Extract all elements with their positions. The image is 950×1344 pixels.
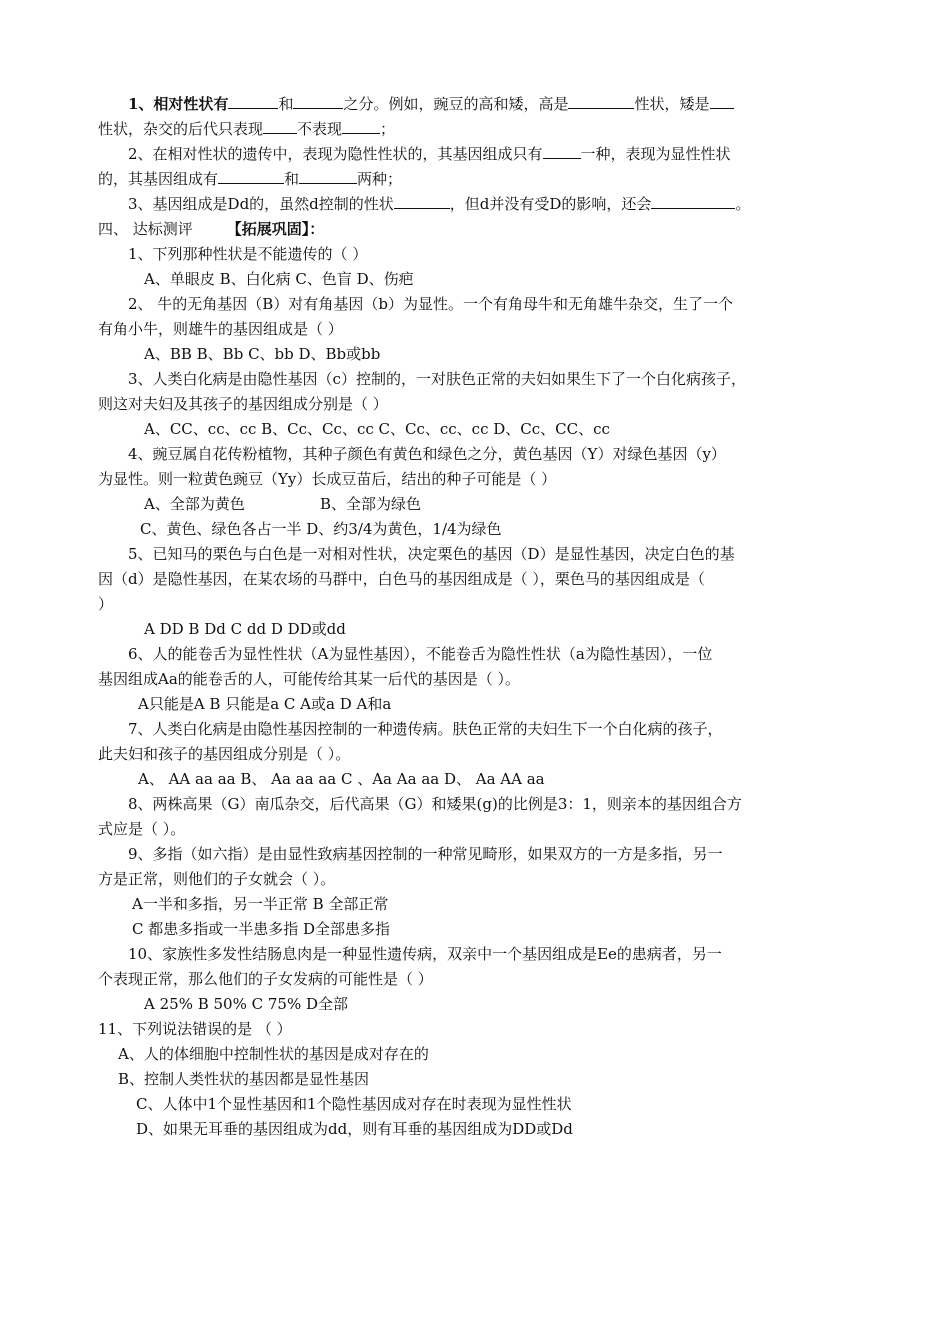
- q4-11-option-b: B、控制人类性状的基因都是显性基因: [118, 1070, 370, 1088]
- blank[interactable]: [228, 94, 278, 109]
- q4-6-line-2: 基因组成Aa的能卷舌的人，可能传给其某一后代的基因是（ ）。: [98, 670, 521, 688]
- q4-9-line-2: 方是正常，则他们的子女就会（ ）。: [98, 870, 336, 888]
- blank[interactable]: [263, 119, 297, 134]
- q4-5-options: A DD B Dd C dd D DD或dd: [144, 620, 346, 638]
- q4-11-stem: 11、下列说法错误的是 （ ）: [98, 1020, 292, 1038]
- q4-4-line-2: 为显性。则一粒黄色豌豆（Yy）长成豆苗后，结出的种子可能是（ ）: [98, 470, 557, 488]
- blank[interactable]: [710, 94, 734, 109]
- q4-11-option-c: C、人体中1个显性基因和1个隐性基因成对存在时表现为显性性状: [136, 1095, 572, 1113]
- q4-5-line-2: 因（d）是隐性基因，在某农场的马群中，白色马的基因组成是（ ），栗色马的基因组成是（: [98, 570, 705, 588]
- q4-4-line-1: 4、豌豆属自花传粉植物，其种子颜色有黄色和绿色之分，黄色基因（Y）对绿色基因（y）: [128, 445, 726, 463]
- q4-10-options: A 25% B 50% C 75% D全部: [144, 995, 348, 1013]
- q4-9-options-ab: A一半和多指，另一半正常 B 全部正常: [132, 895, 389, 913]
- q4-8-line-1: 8、两株高果（G）南瓜杂交，后代高果（G）和矮果(g)的比例是3：1，则亲本的基因组合方: [128, 795, 742, 813]
- q4-6-line-1: 6、人的能卷舌为显性性状（A为显性基因），不能卷舌为隐性性状（a为隐性基因），一位: [128, 645, 713, 663]
- q4-10-line-1: 10、家族性多发性结肠息肉是一种显性遗传病，双亲中一个基因组成是Ee的患病者，另一: [128, 945, 722, 963]
- blank[interactable]: [543, 144, 581, 159]
- q4-1-options: A、单眼皮 B、白化病 C、色盲 D、伤疤: [144, 270, 414, 288]
- q3-2-line-1: 2、在相对性状的遗传中，表现为隐性性状的，其基因组成只有 一种，表现为显性性状: [128, 145, 731, 163]
- q4-2-line-1: 2、 牛的无角基因（B）对有角基因（b）为显性。一个有角母牛和无角雄牛杂交，生了一个: [128, 295, 733, 313]
- blank[interactable]: [568, 94, 634, 109]
- q4-7-line-2: 此夫妇和孩子的基因组成分别是（ ）。: [98, 745, 351, 763]
- q4-2-options: A、BB B、Bb C、bb D、Bb或bb: [144, 345, 381, 363]
- blank[interactable]: [218, 169, 284, 184]
- q4-3-line-2: 则这对夫妇及其孩子的基因组成分别是（ ）: [98, 395, 388, 413]
- section-4-subtitle: 【拓展巩固】：: [226, 220, 325, 238]
- q4-4-option-a: A、全部为黄色: [144, 495, 245, 513]
- q4-5-line-3: ）: [98, 595, 114, 613]
- q4-11-option-d: D、如果无耳垂的基因组成为dd，则有耳垂的基因组成为DD或Dd: [136, 1120, 573, 1138]
- q4-6-options: A只能是A B 只能是a C A或a D A和a: [138, 695, 392, 713]
- q3-2-line-2: 的，其基因组成有 和 两种；: [98, 170, 403, 188]
- q4-4-options-cd: C、黄色、绿色各占一半 D、约3/4为黄色，1/4为绿色: [140, 520, 502, 538]
- section-4-heading: 四、 达标测评 【拓展巩固】：: [98, 220, 325, 238]
- q4-7-options: A、 AA aa aa B、 Aa aa aa C 、Aa Aa aa D、 Aa AA aa: [138, 770, 545, 788]
- q3-1-line-1: 1、相对性状有 和 之分。例如，豌豆的高和矮，高是 性状，矮是: [128, 94, 734, 114]
- q4-1-stem: 1、下列那种性状是不能遗传的（ ）: [128, 245, 368, 263]
- q4-2-line-2: 有角小牛，则雄牛的基因组成是（ ）: [98, 320, 343, 338]
- q4-5-line-1: 5、已知马的栗色与白色是一对相对性状，决定栗色的基因（D）是显性基因，决定白色的基: [128, 545, 735, 563]
- q3-3-line-1: 3、基因组成是Dd的，虽然d控制的性状 ，但d并没有受D的影响，还会 。: [128, 195, 751, 213]
- q4-4-option-b: B、全部为绿色: [320, 495, 422, 513]
- q4-10-line-2: 个表现正常，那么他们的子女发病的可能性是（ ）: [98, 970, 433, 988]
- blank[interactable]: [651, 194, 735, 209]
- q4-9-options-cd: C 都患多指或一半患多指 D全部患多指: [132, 920, 391, 938]
- q4-9-line-1: 9、多指（如六指）是由显性致病基因控制的一种常见畸形，如果双方的一方是多指，另一: [128, 845, 723, 863]
- blank[interactable]: [299, 169, 357, 184]
- blank[interactable]: [342, 119, 380, 134]
- q3-1-line-2: 性状，杂交的后代只表现 不表现 ；: [98, 120, 396, 138]
- q4-3-options: A、CC、cc、cc B、Cc、Cc、cc C、Cc、cc、cc D、Cc、CC、cc: [144, 420, 610, 438]
- q4-7-line-1: 7、人类白化病是由隐性基因控制的一种遗传病。肤色正常的夫妇生下一个白化病的孩子，: [128, 720, 723, 738]
- q4-3-line-1: 3、人类白化病是由隐性基因（c）控制的，一对肤色正常的夫妇如果生下了一个白化病孩子，: [128, 370, 746, 388]
- q4-8-line-2: 式应是（ ）。: [98, 820, 186, 838]
- blank[interactable]: [293, 94, 343, 109]
- q4-11-option-a: A、人的体细胞中控制性状的基因是成对存在的: [118, 1045, 429, 1063]
- blank[interactable]: [394, 194, 450, 209]
